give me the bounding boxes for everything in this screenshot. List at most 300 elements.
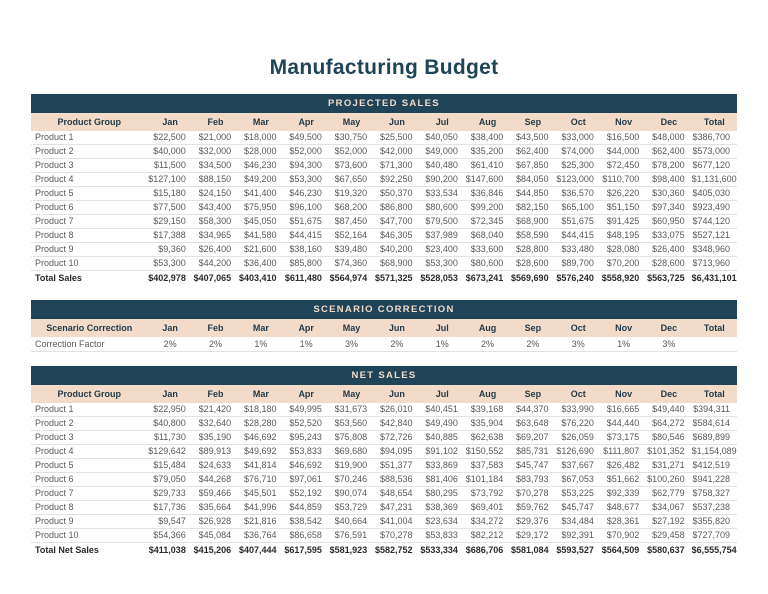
cell-value: $37,667	[556, 459, 601, 473]
cell-value: $28,280	[238, 417, 283, 431]
cell-value: $36,846	[465, 187, 510, 201]
cell-value: $44,000	[601, 145, 646, 159]
cell-value: $528,053	[420, 271, 465, 287]
cell-value: $54,366	[147, 529, 192, 543]
cell-value: $26,400	[193, 243, 238, 257]
cell-value: $101,184	[465, 473, 510, 487]
cell-value: $89,700	[556, 257, 601, 271]
table-row	[31, 473, 737, 487]
table-row	[31, 337, 737, 352]
cell-value: $713,960	[692, 257, 737, 271]
cell-value: 2%	[374, 337, 419, 352]
cell-value: $68,900	[374, 257, 419, 271]
row-label: Product 6	[31, 201, 147, 215]
cell-value: $689,899	[692, 431, 737, 445]
cell-value: 2%	[465, 337, 510, 352]
cell-value: $48,654	[374, 487, 419, 501]
cell-value: $64,272	[646, 417, 691, 431]
cell-value: $88,536	[374, 473, 419, 487]
cell-value: $33,000	[556, 131, 601, 145]
cell-value: $15,180	[147, 187, 192, 201]
cell-value: $83,793	[510, 473, 555, 487]
cell-value: $49,440	[646, 403, 691, 417]
cell-value: $37,583	[465, 459, 510, 473]
net-sales-section	[31, 366, 737, 558]
cell-value: $97,061	[284, 473, 329, 487]
cell-value: $98,400	[646, 173, 691, 187]
cell-value: $21,000	[193, 131, 238, 145]
cell-value: 1%	[601, 337, 646, 352]
cell-value: $28,361	[601, 515, 646, 529]
cell-value: $53,225	[556, 487, 601, 501]
column-header-scenario-correction: Scenario Correction	[31, 319, 147, 337]
cell-value: $45,501	[238, 487, 283, 501]
cell-value: $150,552	[465, 445, 510, 459]
cell-value: $21,816	[238, 515, 283, 529]
cell-value: $49,200	[238, 173, 283, 187]
table-row	[31, 159, 737, 173]
cell-value: $74,000	[556, 145, 601, 159]
cell-value: $41,996	[238, 501, 283, 515]
table-row	[31, 487, 737, 501]
cell-value: $415,206	[193, 543, 238, 559]
cell-value: $74,360	[329, 257, 374, 271]
cell-value: $58,300	[193, 215, 238, 229]
cell-value: $33,990	[556, 403, 601, 417]
cell-value: $87,450	[329, 215, 374, 229]
cell-value: $62,400	[510, 145, 555, 159]
cell-value: $571,325	[374, 271, 419, 287]
cell-value: 1%	[284, 337, 329, 352]
column-header-jan: Jan	[147, 319, 192, 337]
cell-value: $53,729	[329, 501, 374, 515]
cell-value: $576,240	[556, 271, 601, 287]
cell-value: $71,300	[374, 159, 419, 173]
cell-value: $48,195	[601, 229, 646, 243]
cell-value: $39,480	[329, 243, 374, 257]
cell-value: $40,480	[420, 159, 465, 173]
cell-value: $611,480	[284, 271, 329, 287]
cell-value: $46,230	[238, 159, 283, 173]
cell-value: $59,762	[510, 501, 555, 515]
cell-value: $127,100	[147, 173, 192, 187]
cell-value: $407,444	[238, 543, 283, 559]
column-header-jan: Jan	[147, 113, 192, 131]
column-header-mar: Mar	[238, 385, 283, 403]
cell-value: $39,168	[465, 403, 510, 417]
projected-sales-table	[31, 113, 737, 286]
cell-value: $126,690	[556, 445, 601, 459]
cell-value: 3%	[556, 337, 601, 352]
cell-value: $38,400	[465, 131, 510, 145]
cell-value: $35,904	[465, 417, 510, 431]
cell-value: $405,030	[692, 187, 737, 201]
cell-value: $563,725	[646, 271, 691, 287]
cell-value: $53,560	[329, 417, 374, 431]
cell-value: $65,100	[556, 201, 601, 215]
cell-value: $82,150	[510, 201, 555, 215]
cell-value: $70,902	[601, 529, 646, 543]
cell-value: $62,779	[646, 487, 691, 501]
column-header-oct: Oct	[556, 113, 601, 131]
cell-value: $52,000	[329, 145, 374, 159]
cell-value: $46,305	[374, 229, 419, 243]
cell-value: $686,706	[465, 543, 510, 559]
cell-value: $19,900	[329, 459, 374, 473]
cell-value: $537,238	[692, 501, 737, 515]
cell-value: $33,480	[556, 243, 601, 257]
cell-value: $96,100	[284, 201, 329, 215]
cell-value: $80,600	[465, 257, 510, 271]
table-row	[31, 229, 737, 243]
cell-value: $386,700	[692, 131, 737, 145]
cell-value: $79,050	[147, 473, 192, 487]
cell-value: $44,859	[284, 501, 329, 515]
cell-value: $40,050	[420, 131, 465, 145]
cell-value: $28,600	[646, 257, 691, 271]
table-row	[31, 145, 737, 159]
row-label: Product 2	[31, 145, 147, 159]
scenario-correction-table	[31, 319, 737, 352]
column-header-apr: Apr	[284, 319, 329, 337]
cell-value: $110,700	[601, 173, 646, 187]
column-header-aug: Aug	[465, 319, 510, 337]
cell-value: $33,534	[420, 187, 465, 201]
cell-value: $72,726	[374, 431, 419, 445]
cell-value: $17,388	[147, 229, 192, 243]
cell-value: $941,228	[692, 473, 737, 487]
cell-value: $81,406	[420, 473, 465, 487]
table-row	[31, 529, 737, 543]
cell-value: $18,180	[238, 403, 283, 417]
cell-value: $1,131,600	[692, 173, 737, 187]
column-header-jun: Jun	[374, 319, 419, 337]
column-header-row	[31, 319, 737, 337]
column-header-dec: Dec	[646, 319, 691, 337]
cell-value: $26,059	[556, 431, 601, 445]
cell-value: $53,833	[284, 445, 329, 459]
column-header-may: May	[329, 113, 374, 131]
cell-value: $673,241	[465, 271, 510, 287]
cell-value: $11,730	[147, 431, 192, 445]
page-title: Manufacturing Budget	[269, 56, 499, 79]
cell-value: $80,546	[646, 431, 691, 445]
cell-value: $38,542	[284, 515, 329, 529]
cell-value: $45,050	[238, 215, 283, 229]
cell-value: $348,960	[692, 243, 737, 257]
cell-value: $90,200	[420, 173, 465, 187]
column-header-jun: Jun	[374, 113, 419, 131]
cell-value: $29,150	[147, 215, 192, 229]
cell-value: $26,010	[374, 403, 419, 417]
row-label: Product 2	[31, 417, 147, 431]
cell-value: $581,923	[329, 543, 374, 559]
cell-value: $34,965	[193, 229, 238, 243]
cell-value: $72,345	[465, 215, 510, 229]
cell-value: $49,000	[420, 145, 465, 159]
column-header-oct: Oct	[556, 319, 601, 337]
table-row	[31, 403, 737, 417]
cell-value: $41,814	[238, 459, 283, 473]
row-label: Product 3	[31, 159, 147, 173]
cell-value: $49,500	[284, 131, 329, 145]
column-header-apr: Apr	[284, 113, 329, 131]
cell-value: $52,520	[284, 417, 329, 431]
cell-value: $68,200	[329, 201, 374, 215]
table-row	[31, 173, 737, 187]
row-label: Correction Factor	[31, 337, 147, 352]
cell-value: $564,974	[329, 271, 374, 287]
row-label: Product 7	[31, 487, 147, 501]
cell-value: $28,000	[238, 145, 283, 159]
cell-value: $47,700	[374, 215, 419, 229]
cell-value: $69,401	[465, 501, 510, 515]
cell-value: $29,376	[510, 515, 555, 529]
cell-value: $394,311	[692, 403, 737, 417]
column-header-jun: Jun	[374, 385, 419, 403]
cell-value: $593,527	[556, 543, 601, 559]
cell-value: $46,692	[284, 459, 329, 473]
cell-value: $63,648	[510, 417, 555, 431]
cell-value: $26,220	[601, 187, 646, 201]
column-header-jul: Jul	[420, 113, 465, 131]
column-header-apr: Apr	[284, 385, 329, 403]
cell-value: $40,451	[420, 403, 465, 417]
cell-value: $16,500	[601, 131, 646, 145]
cell-value: $28,080	[601, 243, 646, 257]
cell-value: $76,710	[238, 473, 283, 487]
cell-value: $73,600	[329, 159, 374, 173]
cell-value: $18,000	[238, 131, 283, 145]
column-header-jul: Jul	[420, 385, 465, 403]
cell-value: $23,634	[420, 515, 465, 529]
column-header-nov: Nov	[601, 319, 646, 337]
cell-value: $564,509	[601, 543, 646, 559]
cell-value: $44,200	[193, 257, 238, 271]
scenario-correction-section	[31, 300, 737, 352]
sheet-body	[31, 94, 737, 558]
scenario-correction-banner: SCENARIO CORRECTION	[31, 300, 737, 319]
cell-value: $581,084	[510, 543, 555, 559]
column-header-feb: Feb	[193, 113, 238, 131]
cell-value: $129,642	[147, 445, 192, 459]
cell-value: $58,590	[510, 229, 555, 243]
row-label: Product 10	[31, 529, 147, 543]
cell-value: $52,000	[284, 145, 329, 159]
row-label: Product 7	[31, 215, 147, 229]
column-header-product-group: Product Group	[31, 113, 147, 131]
row-label: Product 9	[31, 515, 147, 529]
table-row	[31, 243, 737, 257]
cell-value: $744,120	[692, 215, 737, 229]
column-header-jul: Jul	[420, 319, 465, 337]
cell-value: $94,300	[284, 159, 329, 173]
row-label: Product 4	[31, 173, 147, 187]
cell-value: $412,519	[692, 459, 737, 473]
cell-value: $573,000	[692, 145, 737, 159]
net-sales-banner: NET SALES	[31, 366, 737, 385]
cell-value: $35,200	[465, 145, 510, 159]
column-header-row	[31, 113, 737, 131]
cell-value: $17,736	[147, 501, 192, 515]
cell-value: $21,600	[238, 243, 283, 257]
cell-value: $49,995	[284, 403, 329, 417]
cell-value: $91,425	[601, 215, 646, 229]
cell-value: $47,231	[374, 501, 419, 515]
cell-value: $48,677	[601, 501, 646, 515]
cell-value: $62,638	[465, 431, 510, 445]
cell-value: $62,400	[646, 145, 691, 159]
cell-value: $34,484	[556, 515, 601, 529]
cell-value: $97,340	[646, 201, 691, 215]
cell-value: $37,989	[420, 229, 465, 243]
column-header-aug: Aug	[465, 385, 510, 403]
cell-value: $75,950	[238, 201, 283, 215]
column-header-nov: Nov	[601, 385, 646, 403]
cell-value: $42,000	[374, 145, 419, 159]
cell-value: $111,807	[601, 445, 646, 459]
cell-value: $26,400	[646, 243, 691, 257]
cell-value: $60,950	[646, 215, 691, 229]
cell-value: $53,300	[420, 257, 465, 271]
cell-value: $67,850	[510, 159, 555, 173]
cell-value: $85,800	[284, 257, 329, 271]
cell-value: $45,084	[193, 529, 238, 543]
cell-value: $30,750	[329, 131, 374, 145]
cell-value: $34,500	[193, 159, 238, 173]
cell-value: $59,466	[193, 487, 238, 501]
cell-value: $44,268	[193, 473, 238, 487]
cell-value: $82,212	[465, 529, 510, 543]
cell-value: 3%	[646, 337, 691, 352]
cell-value: $67,053	[556, 473, 601, 487]
column-header-total: Total	[692, 385, 737, 403]
table-row	[31, 131, 737, 145]
cell-value: $51,377	[374, 459, 419, 473]
cell-value: $77,500	[147, 201, 192, 215]
cell-value: $35,664	[193, 501, 238, 515]
column-header-sep: Sep	[510, 319, 555, 337]
cell-value: $6,555,754	[692, 543, 737, 559]
cell-value: $44,440	[601, 417, 646, 431]
cell-value: $727,709	[692, 529, 737, 543]
column-header-oct: Oct	[556, 385, 601, 403]
cell-value: $27,192	[646, 515, 691, 529]
cell-value: $99,200	[465, 201, 510, 215]
cell-value: $89,913	[193, 445, 238, 459]
table-row	[31, 201, 737, 215]
cell-value: $46,692	[238, 431, 283, 445]
column-header-dec: Dec	[646, 385, 691, 403]
row-label: Product 1	[31, 131, 147, 145]
table-row	[31, 459, 737, 473]
cell-value: $40,000	[147, 145, 192, 159]
cell-value: $40,885	[420, 431, 465, 445]
table-row	[31, 215, 737, 229]
cell-value: $86,658	[284, 529, 329, 543]
cell-value: 2%	[510, 337, 555, 352]
projected-sales-section	[31, 94, 737, 286]
cell-value: $15,484	[147, 459, 192, 473]
column-header-sep: Sep	[510, 385, 555, 403]
row-label: Product 5	[31, 187, 147, 201]
cell-value: $31,673	[329, 403, 374, 417]
cell-value: 1%	[238, 337, 283, 352]
column-header-dec: Dec	[646, 113, 691, 131]
cell-value: 2%	[193, 337, 238, 352]
cell-value: $101,352	[646, 445, 691, 459]
cell-value: $33,869	[420, 459, 465, 473]
cell-value: $584,614	[692, 417, 737, 431]
cell-value: $52,164	[329, 229, 374, 243]
row-label: Product 1	[31, 403, 147, 417]
cell-value: $527,121	[692, 229, 737, 243]
cell-value: $19,320	[329, 187, 374, 201]
row-label: Product 8	[31, 501, 147, 515]
row-label: Product 9	[31, 243, 147, 257]
row-label: Product 4	[31, 445, 147, 459]
column-header-total: Total	[692, 113, 737, 131]
cell-value: $69,680	[329, 445, 374, 459]
cell-value: $35,190	[193, 431, 238, 445]
column-header-row	[31, 385, 737, 403]
cell-value: $123,000	[556, 173, 601, 187]
cell-value: $26,928	[193, 515, 238, 529]
cell-value: $34,067	[646, 501, 691, 515]
column-header-mar: Mar	[238, 319, 283, 337]
cell-value: $80,600	[420, 201, 465, 215]
cell-value: $26,482	[601, 459, 646, 473]
cell-value: $34,272	[465, 515, 510, 529]
cell-value: $92,391	[556, 529, 601, 543]
cell-value: $533,334	[420, 543, 465, 559]
cell-value: $22,950	[147, 403, 192, 417]
cell-value: $91,102	[420, 445, 465, 459]
cell-value: $72,450	[601, 159, 646, 173]
row-label: Product 8	[31, 229, 147, 243]
cell-value: $68,040	[465, 229, 510, 243]
cell-value: $51,662	[601, 473, 646, 487]
cell-value: $43,400	[193, 201, 238, 215]
cell-value: $73,175	[601, 431, 646, 445]
table-row	[31, 515, 737, 529]
cell-value: $24,150	[193, 187, 238, 201]
cell-value: $38,160	[284, 243, 329, 257]
cell-value: $11,500	[147, 159, 192, 173]
cell-value: $407,065	[193, 271, 238, 287]
cell-value: $6,431,101	[692, 271, 737, 287]
cell-value: $42,840	[374, 417, 419, 431]
cell-value: $33,600	[465, 243, 510, 257]
column-header-sep: Sep	[510, 113, 555, 131]
cell-value: $95,243	[284, 431, 329, 445]
cell-value: $38,369	[420, 501, 465, 515]
row-label: Product 10	[31, 257, 147, 271]
row-label: Product 3	[31, 431, 147, 445]
cell-value: $51,675	[556, 215, 601, 229]
cell-value: $50,370	[374, 187, 419, 201]
row-label: Product 6	[31, 473, 147, 487]
column-header-may: May	[329, 319, 374, 337]
projected-sales-banner: PROJECTED SALES	[31, 94, 737, 113]
cell-value: $402,978	[147, 271, 192, 287]
cell-value: $52,192	[284, 487, 329, 501]
cell-value: $23,400	[420, 243, 465, 257]
cell-value: $24,633	[193, 459, 238, 473]
cell-value: $75,808	[329, 431, 374, 445]
cell-value: $53,833	[420, 529, 465, 543]
cell-value: $69,207	[510, 431, 555, 445]
